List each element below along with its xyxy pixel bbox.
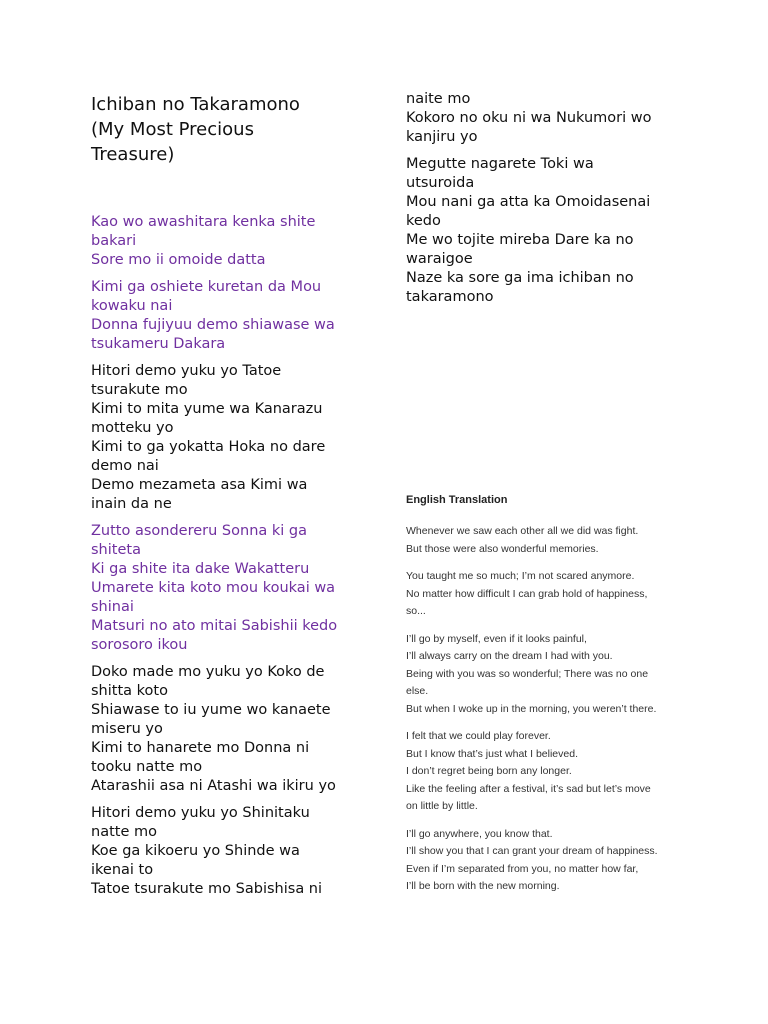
lyric-line: ikenai to	[91, 862, 154, 878]
translation-line: I don’t regret being born any longer.	[406, 765, 572, 777]
lyric-line: kowaku nai	[91, 298, 173, 314]
lyric-line: Shiawase to iu yume wo kanaete	[91, 702, 331, 718]
lyric-line: shitta koto	[91, 683, 168, 699]
lyrics-right	[406, 90, 706, 307]
lyric-line: Kimi ga oshiete kuretan da Mou	[91, 279, 322, 295]
lyric-line: shinai	[91, 599, 134, 615]
translation-line: No matter how difficult I can grab hold of happiness,	[406, 587, 648, 600]
lyric-line: bakari	[91, 233, 137, 249]
title-line: Treasure)	[91, 144, 175, 165]
lyric-line: Kimi to ga yokatta Hoka no dare	[91, 439, 326, 455]
lyric-stanza	[91, 213, 376, 270]
lyric-stanza	[91, 804, 376, 899]
lyric-stanza	[406, 155, 706, 307]
lyric-line: Naze ka sore ga ima ichiban no	[406, 270, 634, 286]
lyric-line: Donna fujiyuu demo shiawase wa	[91, 317, 335, 333]
lyric-line: naite mo	[406, 91, 471, 107]
translation-line: But I know that’s just what I believed.	[406, 747, 578, 760]
lyric-line: Mou nani ga atta ka Omoidasenai	[406, 194, 651, 210]
translation-paragraph	[406, 728, 706, 816]
lyric-line: motteku yo	[91, 420, 174, 436]
lyric-line: Megutte nagarete Toki wa	[406, 156, 594, 172]
lyric-stanza	[91, 663, 376, 796]
lyric-stanza	[406, 90, 706, 147]
translation-line: Even if I’m separated from you, no matter how far,	[406, 862, 639, 875]
translation-line: Whenever we saw each other all we did was fight.	[406, 525, 639, 537]
lyric-line: Hitori demo yuku yo Tatoe	[91, 363, 282, 379]
lyric-line: Ki ga shite ita dake Wakatteru	[91, 561, 310, 577]
lyric-line: Atarashii asa ni Atashi wa ikiru yo	[91, 778, 336, 794]
lyric-stanza	[91, 522, 376, 655]
translation-line: But when I woke up in the morning, you weren’t there.	[406, 702, 657, 715]
blank-space	[406, 315, 706, 494]
lyric-line: Me wo tojite mireba Dare ka no	[406, 232, 634, 248]
lyric-line: shiteta	[91, 542, 141, 558]
translation-line: I’ll go by myself, even if it looks painful,	[406, 632, 587, 645]
lyric-line: Kao wo awashitara kenka shite	[91, 214, 316, 230]
lyric-line: takaramono	[406, 289, 494, 305]
lyric-line: Tatoe tsurakute mo Sabishisa ni	[91, 881, 323, 897]
lyric-line: Hitori demo yuku yo Shinitaku	[91, 805, 310, 821]
lyric-line: sorosoro ikou	[91, 637, 188, 653]
lyric-line: Kimi to hanarete mo Donna ni	[91, 740, 310, 756]
translation-paragraph	[406, 523, 706, 558]
translation-paragraph	[406, 568, 706, 621]
lyric-line: tooku natte mo	[91, 759, 203, 775]
translation-line: I’ll show you that I can grant your dream of happiness.	[406, 845, 658, 857]
translation-paragraph	[406, 631, 706, 719]
translation-line: I’ll go anywhere, you know that.	[406, 827, 553, 840]
translation-line: on little by little.	[406, 800, 478, 812]
lyric-line: Matsuri no ato mitai Sabishii kedo	[91, 618, 338, 634]
lyric-line: kedo	[406, 213, 441, 229]
translation-line: Being with you was so wonderful; There was no one	[406, 667, 649, 680]
lyric-stanza	[91, 278, 376, 354]
lyrics-left	[91, 213, 376, 899]
translation-heading: English Translation	[406, 494, 508, 506]
title-line: Ichiban no Takaramono	[91, 94, 300, 115]
lyric-line: Demo mezameta asa Kimi wa	[91, 477, 308, 493]
song-title	[91, 92, 376, 167]
lyric-line: natte mo	[91, 824, 157, 840]
translation-line: I felt that we could play forever.	[406, 730, 551, 742]
lyric-line: miseru yo	[91, 721, 163, 737]
lyric-line: Kokoro no oku ni wa Nukumori wo	[406, 110, 652, 126]
lyric-line: Doko made mo yuku yo Koko de	[91, 664, 325, 680]
translation-line: else.	[406, 685, 429, 697]
lyric-line: Umarete kita koto mou koukai wa	[91, 580, 336, 596]
lyric-line: kanjiru yo	[406, 129, 478, 145]
translation-line: I’ll be born with the new morning.	[406, 880, 560, 892]
translation-paragraph	[406, 826, 706, 896]
translation-line: But those were also wonderful memories.	[406, 542, 599, 555]
translation-line: Like the feeling after a festival, it’s sad but let’s move	[406, 782, 651, 795]
lyric-line: tsurakute mo	[91, 382, 188, 398]
lyric-line: Zutto asondereru Sonna ki ga	[91, 523, 307, 539]
lyric-line: utsuroida	[406, 175, 475, 191]
lyric-line: inain da ne	[91, 496, 172, 512]
right-column	[406, 90, 706, 906]
lyric-line: Kimi to mita yume wa Kanarazu	[91, 401, 323, 417]
lyric-line: waraigoe	[406, 251, 473, 267]
lyric-line: Koe ga kikoeru yo Shinde wa	[91, 843, 300, 859]
title-line: (My Most Precious	[91, 119, 254, 140]
translation-text	[406, 523, 706, 896]
translation-line: You taught me so much; I’m not scared anymore.	[406, 570, 635, 582]
lyric-line: tsukameru Dakara	[91, 336, 226, 352]
translation-line: I’ll always carry on the dream I had with you.	[406, 650, 613, 662]
lyric-stanza	[91, 362, 376, 514]
left-column	[91, 92, 376, 907]
lyric-line: demo nai	[91, 458, 159, 474]
translation-line: so...	[406, 605, 426, 617]
lyric-line: Sore mo ii omoide datta	[91, 252, 266, 268]
